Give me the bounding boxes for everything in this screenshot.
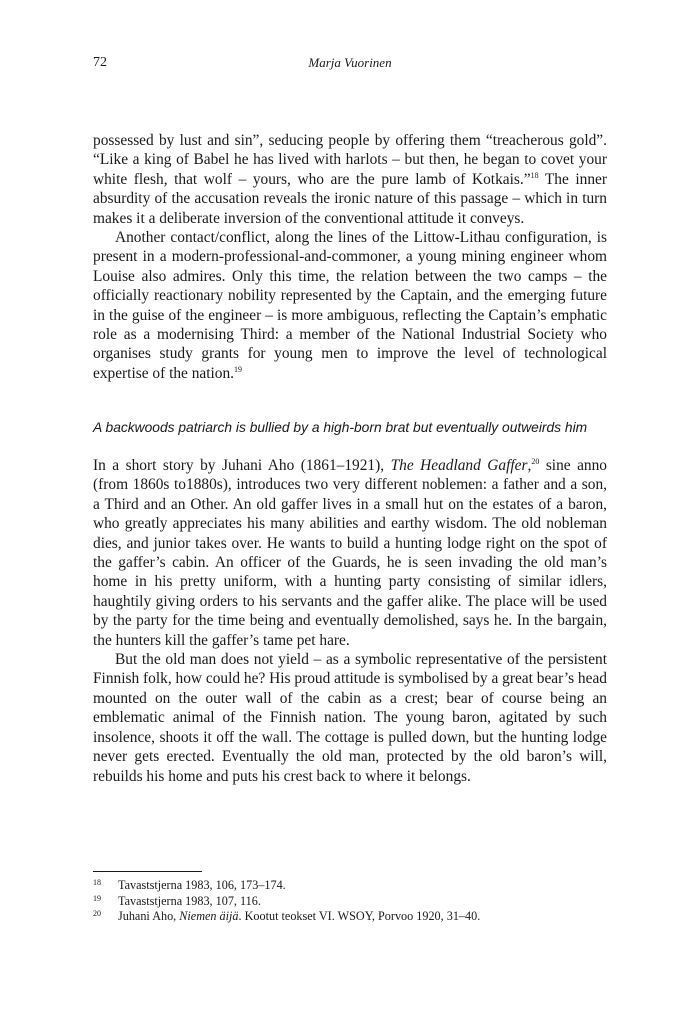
- footnote-text: Juhani Aho, Niemen äijä. Kootut teokset VI. WSOY, Porvoo 1920, 31–40.: [118, 909, 481, 924]
- work-title: The Headland Gaffer: [390, 457, 528, 474]
- body-text-part1: [93, 131, 607, 383]
- footnote-ref[interactable]: 20: [531, 456, 540, 466]
- footnote-text: Tavaststjerna 1983, 107, 116.: [118, 893, 261, 908]
- footnote-number: 19: [93, 893, 101, 903]
- running-title: Marja Vuorinen: [308, 55, 392, 70]
- footnote-number: 20: [93, 909, 101, 919]
- section-heading: A backwoods patriarch is bullied by a high-born brat but eventually outweirds him: [93, 420, 588, 435]
- paragraph: But the old man does not yield – as a symbolic representative of the persistent Finnish folk, how could he? His proud attitude is symbolised by a great bear’s head mounted on the outer wall of the cabin as a crest; bear of course being an emblematic animal of the Finnish nation. The young baron, agitated by such insolence, shoots it off the wall. The cottage is pulled down, but the hunting lodge never gets erected. Eventually the old man, protected by the old baron’s will, rebuilds his home and puts his crest back to where it belongs.: [93, 651, 607, 785]
- page-header: [93, 55, 607, 75]
- footnote: [93, 909, 607, 925]
- footnote: [93, 894, 607, 910]
- work-title: Niemen äijä: [179, 909, 239, 924]
- paragraph: possessed by lust and sin”, seducing people by offering them “treacherous gold”. “Like a king of Babel he has lived with harlots – but then, he began to covet your white flesh, that wolf – yours, who are the pure lamb of Kotkais.”$^{18}$ The inner absurdity of the accusation reveals the ironic nature of this passage – which in turn makes it a deliberate inversion of the conventional attitude it conveys.: [93, 132, 607, 227]
- page-number: 72: [93, 55, 107, 70]
- body-text-part2: [93, 456, 607, 786]
- footnotes: [93, 878, 607, 925]
- footnote: [93, 878, 607, 894]
- footnote-ref[interactable]: 18: [530, 170, 539, 180]
- paragraph: In a short story by Juhani Aho (1861–1921), The Headland Gaffer,$^{20}$ sine anno (from 1860s to1880s), introduces two very different noblemen: a father and a son, a Third and an Other. An old gaffer lives in a small hut on the estates of a baron, who greatly appreciates his many abilities and earthy wisdom. The old nobleman dies, and junior takes over. He wants to build a hunting lodge right on the spot of the gaffer’s cabin. An officer of the Guards, he is seen invading the old man’s home in his pretty uniform, with a hunting party consisting of similar idlers, haughtily giving orders to his servants and the gaffer alike. The place will be used by the party for the time being and eventually demolished, says he. In the bargain, the hunters kill the gaffer’s tame pet hare.: [93, 456, 607, 649]
- footnote-text: Tavaststjerna 1983, 106, 173–174.: [118, 878, 286, 892]
- footnote-divider: [93, 871, 202, 872]
- footnote-ref[interactable]: 19: [234, 364, 243, 374]
- footnote-number: 18: [93, 878, 101, 887]
- paragraph: Another contact/conflict, along the lines of the Littow-Lithau configuration, is present in a modern-professional-and-commoner, a young mining engineer whom Louise also admires. Only this time, the relation between the two camps – the officially reactionary nobility represented by the Captain, and the emerging future in the guise of the engineer – is more ambiguous, reflecting the Captain’s emphatic role as a modernising Third: a member of the National Industrial Society who organises study grants for young men to improve the level of technological expertise of the nation.$^{19}$: [93, 229, 607, 382]
